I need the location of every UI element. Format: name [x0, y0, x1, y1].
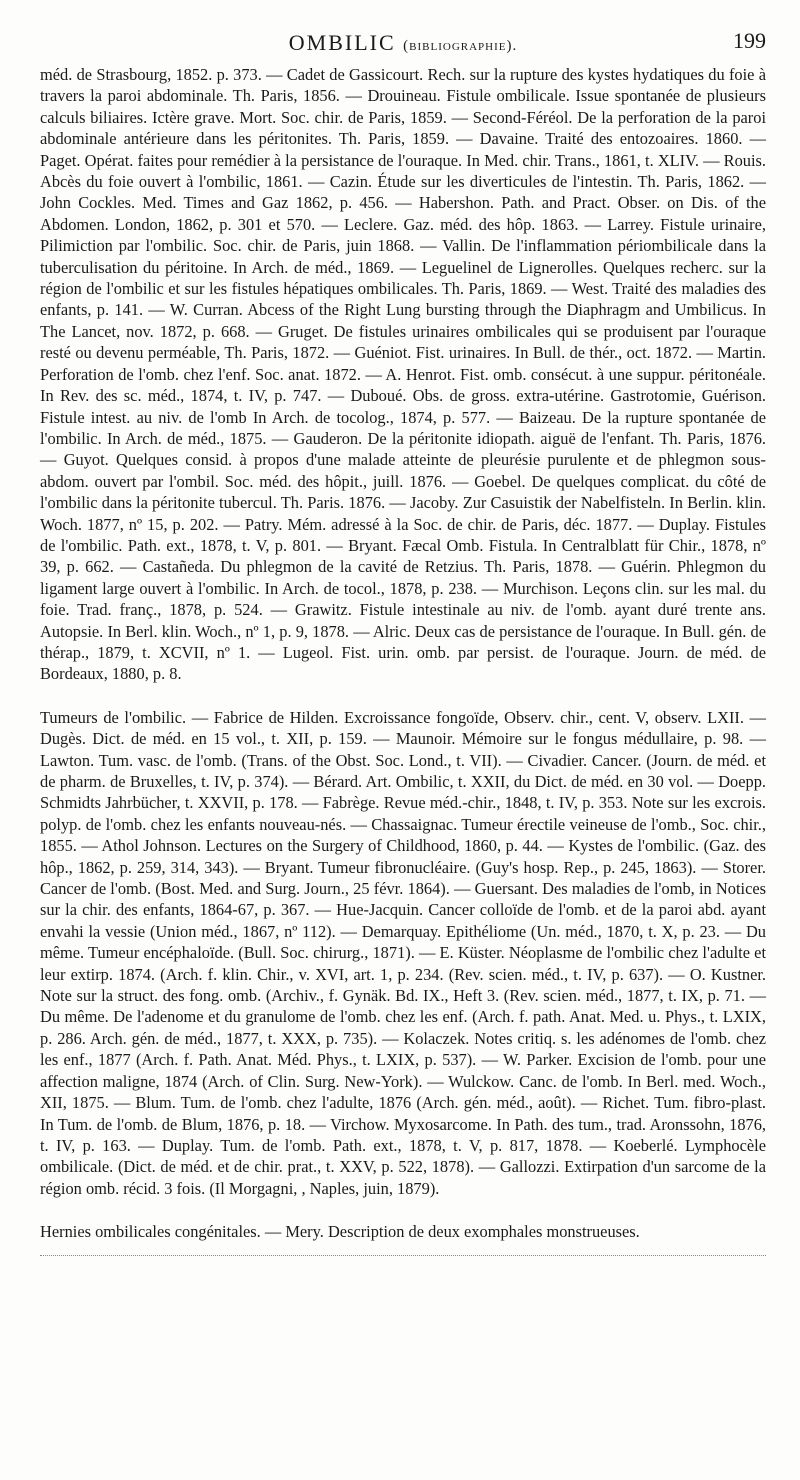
bibliography-hernies: Hernies ombilicales congénitales. — Mery. Description de deux exomphales monstrueuses. [40, 1222, 640, 1242]
running-title [40, 30, 766, 56]
bibliography-tumeurs: Tumeurs de l'ombilic. — Fabrice de Hilden. Excroissance fongoïde, Observ. chir., cent. V, observ. LXII. — Dugès. Dict. de méd. en 15 vol., t. XII, p. 159. — Maunoir. Mémoire sur le fongus médullaire, p. 98. — Lawton. Tum. vasc. de l'omb. (Trans. of the Obst. Soc. Lond., t. VII). — Civadier. Cancer. (Journ. de méd. et de pharm. de Bruxelles, t. IV, p. 374). — Bérard. Art. Ombilic, t. XXII, du Dict. de méd. en 30 vol. — Doepp. Schmidts Jahrbücher, t. XXVII, p. 178. — Fabrège. Revue méd.-chir., 1848, t. IV, p. 353. Note sur les excrois. polyp. de l'omb. chez les enfants nouveau-nés. — Chassaignac. Tumeur érectile veineuse de l'omb., Soc. chir., 1855. — Athol Johnson. Lectures on the Surgery of Childhood, 1860, p. 44. — Kystes de l'ombilic. (Gaz. des hôp., 1862, p. 259, 314, 343). — Bryant. Tumeur fibronucléaire. (Guy's hosp. Rep., p. 245, 1863). — Storer. Cancer de l'omb. (Bost. Med. and Surg. Journ., 25 févr. 1864). — Guersant. Des maladies de l'omb, in Notices sur la chir. des enfants, 1864-67, p. 367. — Hue-Jacquin. Cancer colloïde de l'omb. et de la paroi abd. ayant envahi la vessie (Union méd., 1867, nº 112). — Demarquay. Epithéliome (Un. méd., 1870, t. X, p. 23. — Du même. Tumeur encéphaloïde. (Bull. Soc. chirurg., 1871). — E. Küster. Néoplasme de l'ombilic chez l'adulte et leur extirp. 1874. (Arch. f. klin. Chir., v. XVI, art. 1, p. 234. (Rev. scien. méd., t. IV, p. 637). — O. Kustner. Note sur la struct. des fong. omb. (Archiv., f. Gynäk. Bd. IX., Heft 3. (Rev. scien. méd., 1877, t. IX, p. 71. — Du même. De l'adenome et du granulome de l'omb. chez les enf. (Arch. f. path. Anat. Med. u. Phys., t. LXIX, p. 286. Arch. gén. de méd., 1877, t. XXX, p. 735). — Kolaczek. Notes critiq. s. les adénomes de l'omb. chez les enf., 1877 (Arch. f. Path. Anat. Méd. Phys., t. LXIX, p. 537). — W. Parker. Excision de l'omb. pour une affection maligne, 1874 (Arch. of Clin. Surg. New-York). — Wulckow. Canc. de l'omb. In Berl. med. Woch., XII, 1875. — Blum. Tum. de l'omb. chez l'adulte, 1876 (Arch. gén. méd., août). — Richet. Tum. fibro-plast. In Tum. de l'omb. de Blum, 1876, p. 18. — Virchow. Myxosarcome. In Path. des tum., trad. Aronssohn, 1876, t. IV, p. 163. — Duplay. Tum. de l'omb. Path. ext., 1878, t. V, p. 817, 1878. — Koeberlé. Lymphocèle ombilicale. (Dict. de méd. et de chir. prat., t. XXV, p. 522, 1878). — Gallozzi. Extirpation d'un sarcome de la région omb. récid. 3 fois. (Il Morgagni, , Naples, juin, 1879). [40, 707, 766, 1198]
bottom-divider [40, 1255, 766, 1256]
page-number: 199 [733, 28, 766, 53]
section-gap [40, 685, 766, 707]
header-subtitle: (bibliographie). [403, 38, 518, 54]
section-gap [40, 1199, 766, 1221]
running-header [40, 24, 766, 64]
bibliography-fistules: méd. de Strasbourg, 1852. p. 373. — Cadet de Gassicourt. Rech. sur la rupture des kystes hydatiques du foie à travers la paroi abdominale. Th. Paris, 1856. — Drouineau. Fistule ombilicale. Issue spontanée de plusieurs calculs biliaires. Ictère grave. Mort. Soc. chir. de Paris, 1859. — Second-Féréol. De la perforation de la paroi abdominale antérieure dans les péritonites. Th. Paris, 1859. — Davaine. Traité des entozoaires. 1860. — Paget. Opérat. faites pour remédier à la persistance de l'ouraque. In Med. chir. Trans., 1861, t. XLIV. — Rouis. Abcès du foie ouvert à l'ombilic, 1861. — Cazin. Étude sur les diverticules de l'intestin. Th. Paris, 1862. — John Cockles. Med. Times and Gaz 1862, p. 456. — Habershon. Path. and Pract. Obser. on Dis. of the Abdomen. London, 1862, p. 301 et 570. — Leclere. Gaz. méd. des hôp. 1863. — Larrey. Fistule urinaire, Pilimiction par l'ombilic. Soc. chir. de Paris, juin 1868. — Vallin. De l'inflammation périombilicale dans la tuberculisation du péritoine. In Arch. de méd., 1869. — Leguelinel de Lignerolles. Quelques recherc. sur la région de l'ombilic et sur les fistules hépatiques ombilicales. Th. Paris, 1869. — West. Traité des maladies des enfants, p. 141. — W. Curran. Abcess of the Right Lung bursting through the Diaphragm and Umbilicus. In The Lancet, nov. 1872, p. 668. — Gruget. De fistules urinaires ombilicales qui se produisent par l'ouraque resté ou devenu perméable, Th. Paris, 1872. — Guéniot. Fist. urinaires. In Bull. de thér., oct. 1872. — Martin. Perforation de l'omb. chez l'enf. Soc. anat. 1872. — A. Henrot. Fist. omb. consécut. à une suppur. péritonéale. In Rev. des sc. méd., 1874, t. IV, p. 747. — Duboué. Obs. de gross. extra-utérine. Gastrotomie, Guérison. Fistule intest. au niv. de l'omb In Arch. de tocolog., 1874, p. 577. — Baizeau. De la rupture spontanée de l'ombilic. In Arch. de méd., 1875. — Gauderon. De la péritonite idiopath. aiguë de l'enfant. Th. Paris, 1876. — Guyot. Quelques consid. à propos d'une malade atteinte de pleurésie purulente et de phlegmon sous-abdom. ouvert par l'ombil. Soc. méd. des hôpit., juill. 1876. — Goebel. De quelques complicat. du côté de l'ombilic dans la péritonite tubercul. Th. Paris. 1876. — Jacoby. Zur Casuistik der Nabelfisteln. In Berlin. klin. Woch. 1877, nº 15, p. 202. — Patry. Mém. adressé à la Soc. de chir. de Paris, déc. 1877. — Duplay. Fistules de l'ombilic. Path. ext., 1878, t. V, p. 801. — Bryant. Fæcal Omb. Fistula. In Centralblatt für Chir., 1878, nº 39, p. 662. — Castañeda. Du phlegmon de la cavité de Retzius. Th. Paris, 1878. — Guérin. Phlegmon du ligament large ouvert à l'ombilic. In Arch. de tocol., 1878, p. 238. — Murchison. Leçons clin. sur les mal. du foie. Trad. franç., 1878, p. 524. — Grawitz. Fistule intestinale au niv. de l'omb. ayant duré trente ans. Autopsie. In Berl. klin. Woch., nº 1, p. 9, 1878. — Alric. Deux cas de persistance de l'ouraque. In Bull. gén. de thérap., 1879, t. XCVII, nº 1. — Lugeol. Fist. urin. omb. par persist. de l'ouraque. Journ. de méd. de Bordeaux, 1880, p. 8. [40, 65, 766, 684]
header-title: OMBILIC [288, 30, 396, 55]
